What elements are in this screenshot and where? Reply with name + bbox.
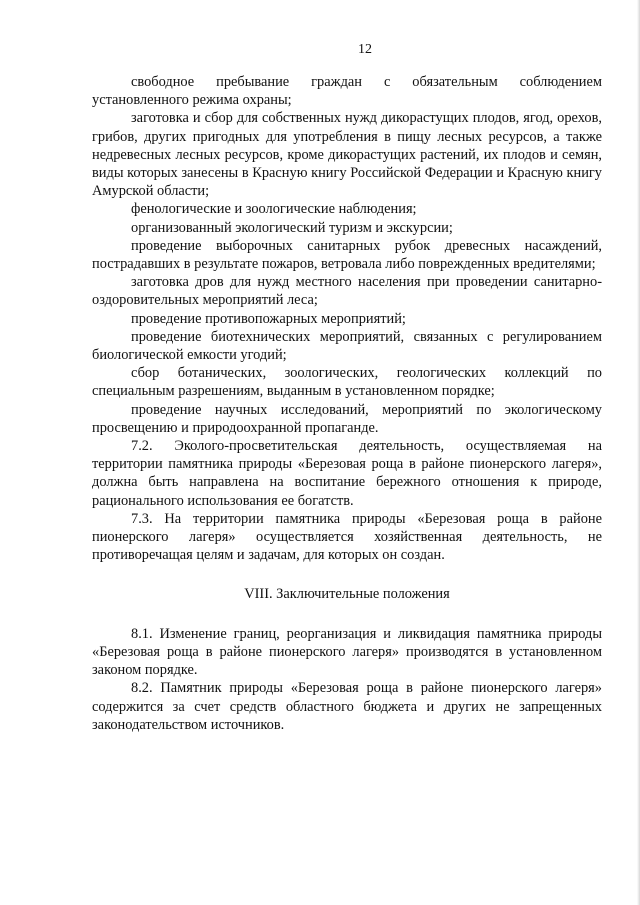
- list-item-tourism: организованный экологический туризм и экскурсии;: [131, 219, 453, 236]
- paragraph-7-2: 7.2. Эколого-просветительская деятельность, осуществляемая на территории памятника природы «Березовая роща в районе пионерского лагеря», должна быть направлена на воспитание бережного отношения к природе, рационального использования ее богатств.: [92, 438, 602, 509]
- paragraph-7-3: 7.3. На территории памятника природы «Березовая роща в районе пионерского лагеря» осуществляется хозяйственная деятельность, не противоречащая целям и задачам, для которых он создан.: [92, 510, 602, 564]
- list-item-biotechnical: проведение биотехнических мероприятий, связанных с регулированием биологической емкости угодий;: [92, 328, 602, 364]
- list-item-research: проведение научных исследований, мероприятий по экологическому просвещению и природоохранной пропаганде.: [92, 401, 602, 436]
- document-body: [92, 73, 602, 734]
- section-heading-final-provisions: VIII. Заключительные положения: [244, 586, 450, 603]
- list-item-collections: сбор ботанических, зоологических, геологических коллекций по специальным разрешениям, выданным в установленном порядке;: [92, 365, 602, 400]
- list-item-observations: фенологические и зоологические наблюдения;: [131, 201, 417, 218]
- list-item-fire-prevention: проведение противопожарных мероприятий;: [131, 310, 406, 327]
- list-item-firewood: заготовка дров для нужд местного населения при проведении санитарно-оздоровительных мероприятий леса;: [92, 274, 602, 309]
- list-item-free-stay: свободное пребывание граждан с обязательным соблюдением установленного режима охраны;: [92, 74, 602, 109]
- paragraph-8-1: 8.1. Изменение границ, реорганизация и ликвидация памятника природы «Березовая роща в районе пионерского лагеря» производятся в установленном законом порядке.: [92, 625, 602, 679]
- page-number: 12: [358, 42, 372, 57]
- list-item-gathering: заготовка и сбор для собственных нужд дикорастущих плодов, ягод, орехов, грибов, других пригодных для употребления в пищу лесных ресурсов, а также недревесных лесных ресурсов, кроме дикорастущих растений, их плодов и семян, виды которых занесены в Красную книгу Российской Федерации и Красную книгу Амурской области;: [92, 110, 602, 200]
- list-item-sanitary-felling: проведение выборочных санитарных рубок древесных насаждений, пострадавших в результате пожаров, ветровала либо поврежденных вредителями;: [92, 237, 602, 273]
- paragraph-8-2: 8.2. Памятник природы «Березовая роща в районе пионерского лагеря» содержится за счет средств областного бюджета и других не запрещенных законодательством источников.: [92, 680, 602, 733]
